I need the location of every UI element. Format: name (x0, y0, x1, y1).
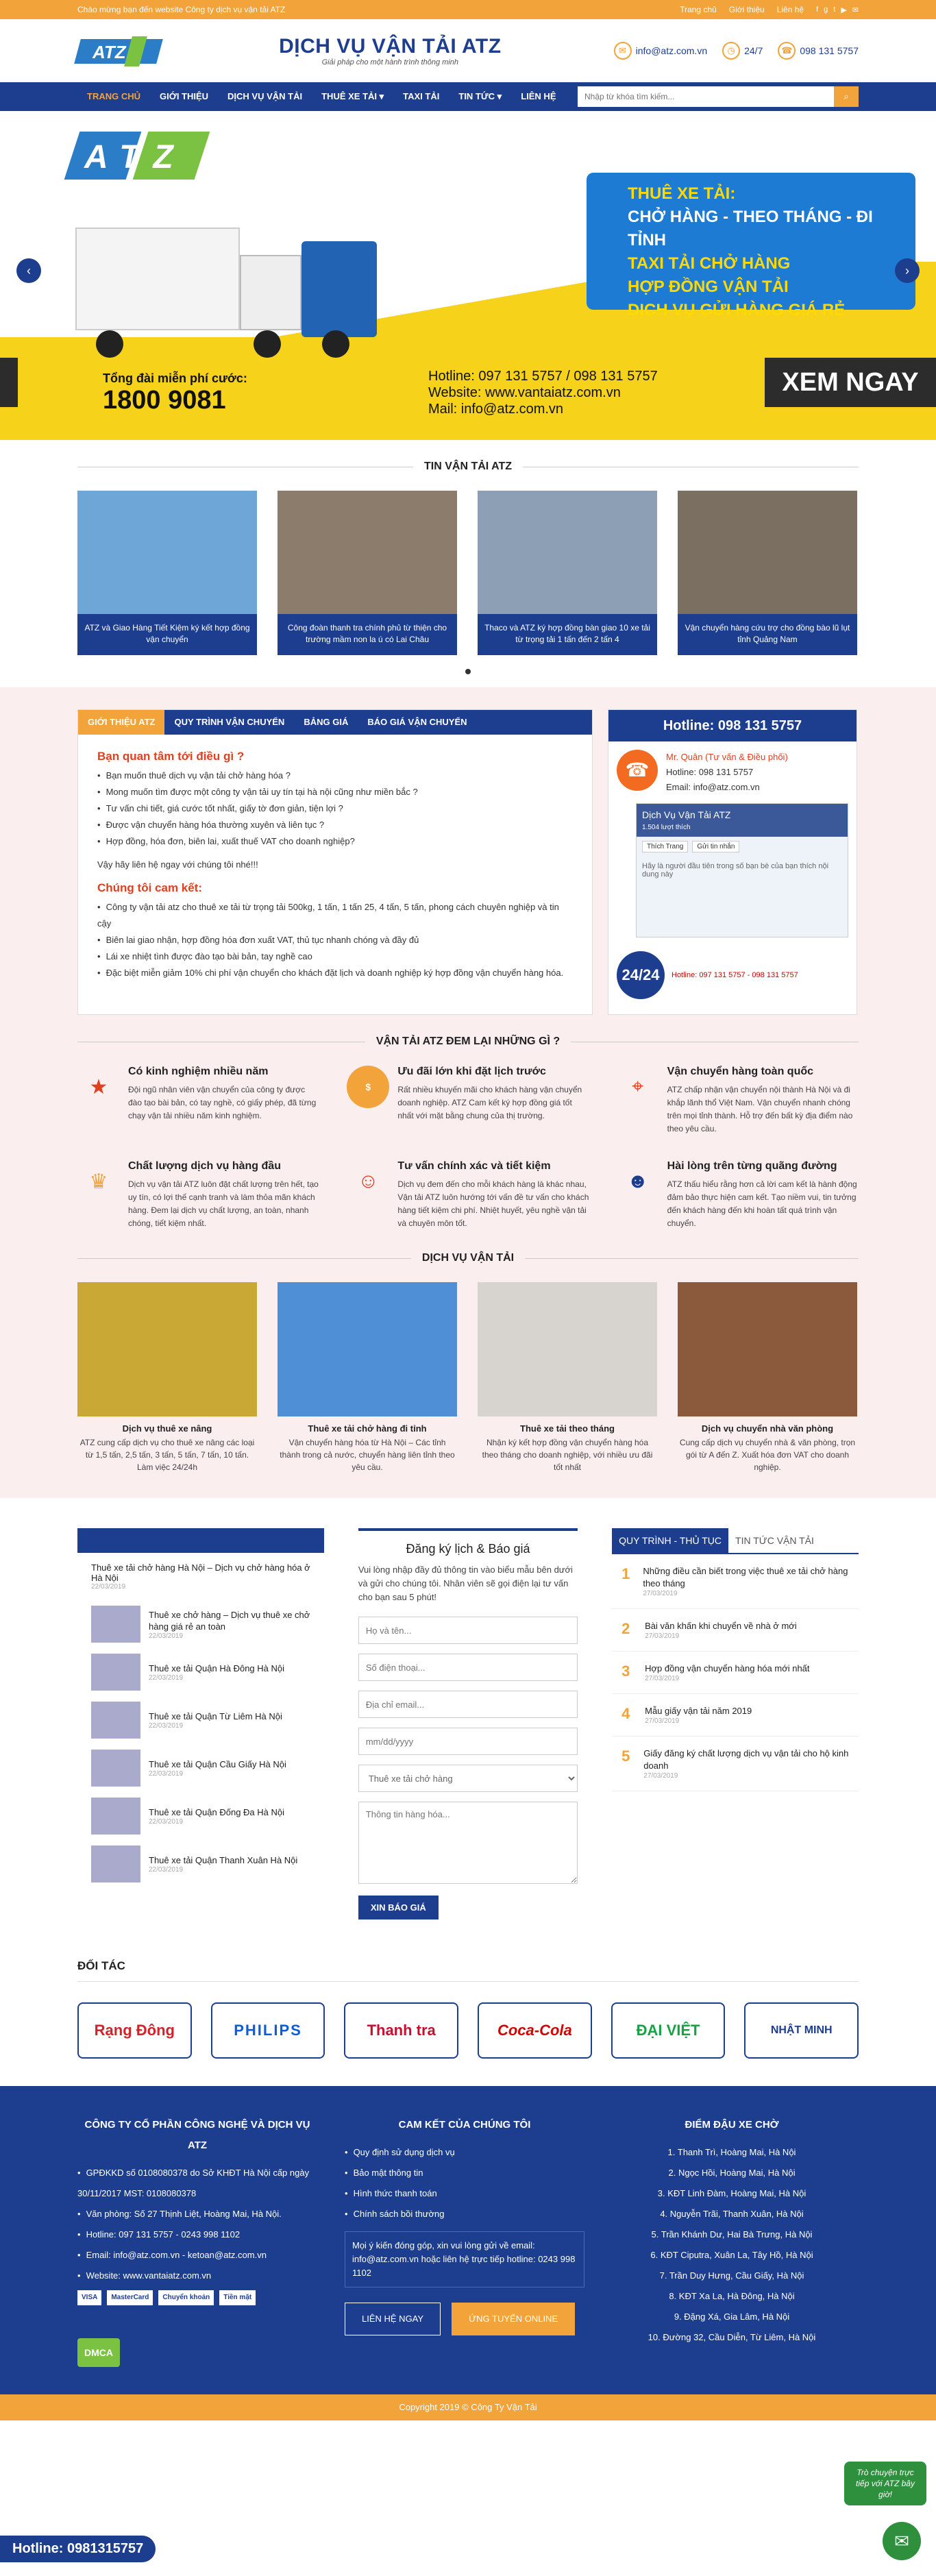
post-thumbnail (91, 1845, 140, 1882)
consultant-icon: ☺ (358, 1170, 379, 1192)
footer-link[interactable]: • Chính sách bồi thường (345, 2204, 584, 2224)
intro-box (77, 709, 593, 1015)
email-field[interactable] (358, 1691, 578, 1718)
process-item[interactable]: 1 Những điều cần biết trong việc thuê xe tải chở hàng theo tháng 27/03/2019 (612, 1554, 859, 1609)
nav-taxi-truck[interactable]: TAXI TẢI (403, 91, 440, 101)
service-image (77, 1282, 257, 1416)
chat-bubble[interactable]: Trò chuyện trực tiếp với ATZ bây giờ! (844, 2462, 926, 2505)
nav-home[interactable]: TRANG CHỦ (87, 91, 140, 101)
news-section-title: TIN VẬN TẢI ATZ (77, 461, 859, 473)
phone-icon: ☎ (617, 750, 658, 791)
form-title: Đăng ký lịch & Báo giá (358, 1528, 578, 1556)
contact-now-button[interactable]: LIÊN HỆ NGAY (345, 2303, 441, 2335)
footer-commitments: CAM KẾT CỦA CHÚNG TÔI • Quy định sử dụng dịch vụ • Bảo mật thông tin • Hình thức thanh toán • Chính sách bồi thường Mọi ý kiến đóng góp, xin vui lòng gửi về email: info@atz.com.vn hoặc liên hệ trực tiếp hotline: 0243 998 1102 LIÊN HỆ NGAY ỨNG TUYỂN ONLINE (345, 2115, 584, 2367)
services-title: DỊCH VỤ VẬN TẢI (77, 1252, 859, 1264)
chevron-down-icon: ▾ (497, 91, 502, 101)
service-image (478, 1282, 657, 1416)
feature-item: ⌖ Vận chuyển hàng toàn quốc ATZ chấp nhận vận chuyển nội thành Hà Nội và đi khắp lãnh thổ Việt Nam. Vận chuyển nhanh chóng trên mọi tỉnh thành. Hỗ trợ đến bất kỳ địa điểm nào theo yêu cầu. (617, 1066, 859, 1136)
name-field[interactable] (358, 1617, 578, 1644)
news-card[interactable]: Công đoàn thanh tra chính phủ từ thiện cho trường mầm non la ú có Lai Châu (278, 491, 457, 655)
submit-quote-button[interactable]: XIN BÁO GIÁ (358, 1896, 439, 1919)
clock-icon: ◷ (722, 42, 740, 60)
tab-about-atz[interactable]: GIỚI THIỆU ATZ (78, 710, 164, 735)
list-item: • Bạn muốn thuê dịch vụ vận tải chở hàng hóa ? (97, 768, 573, 784)
tab-process[interactable]: QUY TRÌNH VẬN CHUYỂN (174, 717, 285, 727)
post-item[interactable]: Thuê xe chở hàng – Dịch vụ thuê xe chở hàng giá rẻ an toàn 22/03/2019 (77, 1600, 324, 1648)
contact-name: Mr. Quân (Tư vấn & Điều phối) (666, 752, 788, 762)
partner-logo[interactable]: Thanh tra (344, 2002, 458, 2059)
hero-logo: ATZ (72, 132, 209, 180)
site-title: DỊCH VỤ VẬN TẢI ATZ (279, 35, 502, 58)
facebook-icon[interactable]: f (816, 5, 819, 14)
bank-transfer-icon: Chuyển khoản (158, 2290, 214, 2305)
hotline-title: Hotline: 098 131 5757 (608, 710, 857, 741)
feature-item: $ Ưu đãi lớn khi đặt lịch trước Rất nhiều khuyến mãi cho khách hàng vận chuyển doanh nghiệp. ATZ Cam kết ký hợp đồng giá tốt nhất với mặt bằng chung của thị trường. (347, 1066, 589, 1136)
tab-transport-news[interactable]: TIN TỨC VẬN TẢI (735, 1535, 814, 1546)
hero-contact-info: Hotline: 097 131 5757 / 098 131 5757 Website: www.vantaiatz.com.vn Mail: info@atz.com.vn (428, 369, 658, 417)
service-card[interactable]: Thuê xe tải chở hàng đi tỉnh Vận chuyển hàng hóa từ Hà Nội – Các tỉnh thành trong cả nước, chuyển hàng liên tỉnh theo yêu cầu. (278, 1282, 457, 1473)
search-box (578, 86, 859, 107)
header-support: ◷ 24/7 (722, 42, 763, 60)
recent-posts (77, 1528, 324, 1919)
list-item: • Công ty vận tải atz cho thuê xe tải từ trọng tải 500kg, 1 tấn, 1 tấn 25, 4 tấn, 5 tấn, phong cách chuyên nghiệp và tin cậy (97, 899, 573, 932)
nav-truck-rental[interactable]: THUÊ XE TẢI ▾ (321, 91, 384, 101)
footer-link[interactable]: • Hình thức thanh toán (345, 2183, 584, 2204)
copyright: Copyright 2019 © Công Ty Vận Tải (0, 2394, 936, 2420)
nav-transport-service[interactable]: DỊCH VỤ VẬN TẢI (227, 91, 303, 101)
form-description: Vui lòng nhập đầy đủ thông tin vào biểu mẫu bên dưới và gửi cho chúng tôi. Nhân viên sẽ gọi điện lại tư vấn cho bạn sau 5 phút! (358, 1565, 573, 1602)
site-logo[interactable]: ATZ (77, 32, 167, 69)
partner-logo[interactable]: Rạng Đông (77, 2002, 192, 2059)
partners-title: ĐỐI TÁC (77, 1959, 859, 1982)
post-item[interactable]: Thuê xe tải Quận Đống Đa Hà Nội 22/03/2019 (77, 1792, 324, 1840)
post-item[interactable]: Thuê xe tải Quận Hà Đông Hà Nội 22/03/2019 (77, 1648, 324, 1696)
email-icon[interactable]: ✉ (852, 5, 859, 14)
youtube-icon[interactable]: ▶ (841, 5, 847, 14)
list-item: • Hợp đồng, hóa đơn, biên lai, xuất thuế VAT cho doanh nghiệp? (97, 833, 573, 850)
list-item: • Đặc biệt miễn giảm 10% chi phí vận chuyển cho khách đặt lịch và doanh nghiệp ký hợp đồng vận chuyển hàng hóa. (97, 965, 573, 981)
partners-section (77, 1959, 859, 2059)
post-thumbnail (91, 1798, 140, 1835)
service-card[interactable]: Dịch vụ chuyển nhà văn phòng Cung cấp dịch vụ chuyển nhà & văn phòng, trọn gói từ A đến Z. Xuất hóa đơn VAT cho doanh nghiệp. (678, 1282, 857, 1473)
service-card[interactable]: Thuê xe tải theo tháng Nhận ký kết hợp đồng vận chuyển hàng hóa theo tháng cho doanh nghiệp, với nhiều ưu đãi tốt nhất (478, 1282, 657, 1473)
partner-logo[interactable]: PHILIPS (211, 2002, 325, 2059)
fb-message-button[interactable]: Gửi tin nhắn (692, 841, 739, 852)
phone-icon: ☎ (778, 42, 796, 60)
nav-about[interactable]: GIỚI THIỆU (160, 91, 209, 101)
list-item: • Mong muốn tìm được một công ty vận tải uy tín tại hà nội cũng như miền bắc ? (97, 784, 573, 800)
process-item[interactable]: 3 Hợp đồng vận chuyển hàng hóa mới nhất 27/03/2019 (612, 1652, 859, 1694)
post-thumbnail (91, 1750, 140, 1787)
header (0, 19, 936, 82)
footer-link[interactable]: • Bảo mật thông tin (345, 2163, 584, 2183)
date-field[interactable] (358, 1728, 578, 1755)
service-image (278, 1282, 457, 1416)
phone-field[interactable] (358, 1654, 578, 1681)
intro-section (0, 687, 936, 1498)
mail-icon: ✉ (614, 42, 632, 60)
featured-post[interactable]: Thuê xe tải chở hàng Hà Nội – Dịch vụ chở hàng hóa ở Hà Nội 22/03/2019 (91, 1562, 310, 1591)
google-plus-icon[interactable]: g (824, 5, 828, 14)
map-pin-icon: ⌖ (632, 1075, 644, 1098)
chevron-down-icon: ▾ (379, 91, 384, 101)
footer-note: Mọi ý kiến đóng góp, xin vui lòng gửi về email: info@atz.com.vn hoặc liên hệ trực tiếp hotline: 0243 998 1102 (345, 2231, 584, 2287)
news-card[interactable]: Vận chuyển hàng cứu trợ cho đồng bào lũ lụt tỉnh Quảng Nam (678, 491, 857, 655)
welcome-text: Chào mừng bạn đến website Công ty dịch vụ vận tải ATZ (77, 5, 286, 14)
search-icon: ⌕ (843, 91, 849, 101)
service-card[interactable]: Dịch vụ thuê xe nâng ATZ cung cấp dịch vụ cho thuê xe nâng các loại từ 1,5 tấn, 2,5 tấn, 3 tấn, 5 tấn, 7 tấn, 10 tấn. Làm việc 24/24h (77, 1282, 257, 1473)
list-item: • Biên lai giao nhận, hợp đồng hóa đơn xuất VAT, thủ tục nhanh chóng và đầy đủ (97, 932, 573, 948)
brand (279, 35, 502, 66)
nav-news[interactable]: TIN TỨC ▾ (458, 91, 502, 101)
trophy-icon: ♛ (89, 1170, 108, 1193)
tab-quote[interactable]: BÁO GIÁ VẬN CHUYỂN (367, 717, 467, 727)
feature-item: ★ Có kinh nghiệm nhiều năm Đội ngũ nhân viên vận chuyển của công ty được đào tạo bài bản, có tay nghề, có giấy phép, đã từng chạy vận tải nhiều năm kinh nghiệm. (77, 1066, 319, 1136)
news-image (478, 491, 657, 614)
best-price-icon: $ (347, 1066, 389, 1108)
contact-email[interactable]: Email: info@atz.com.vn (666, 782, 760, 792)
intro-heading: Bạn quan tâm tới điều gì ? (97, 750, 245, 763)
feature-item: ☻ Hài lòng trên từng quãng đường ATZ thấu hiểu rằng hơn cả lời cam kết là hành động đảm bảo thực hiện cam kết. Tạo niềm vui, tin tưởng đến khách hàng đến khi hoàn tất quá trình vận chuyển. (617, 1160, 859, 1230)
cargo-info-field[interactable] (358, 1802, 578, 1884)
header-email[interactable]: ✉ info@atz.com.vn (614, 42, 707, 60)
topbar (0, 0, 936, 19)
truck-image (75, 228, 391, 365)
hero-cta-button[interactable]: XEM NGAY (765, 358, 936, 407)
support-banner: 24/24 Hotline: 097 131 5757 - 098 131 5757 (617, 946, 848, 1005)
footer-link[interactable]: • Quy định sử dụng dịch vụ (345, 2142, 584, 2163)
top-link-about[interactable]: Giới thiệu (728, 5, 765, 14)
smile-icon: ☻ (626, 1170, 649, 1192)
footer (0, 2086, 936, 2394)
partner-logo[interactable]: NHẬT MINH (744, 2002, 859, 2059)
slider-next-icon[interactable]: › (895, 258, 920, 283)
hero-banner[interactable] (0, 111, 936, 440)
mastercard-icon: MasterCard (107, 2290, 153, 2305)
facebook-widget[interactable]: Dịch Vụ Vận Tải ATZ 1.504 lượt thích Thích Trang Gửi tin nhắn Hãy là người đầu tiên trong số bạn bè của bạn thích nội dung này (636, 803, 848, 937)
news-card[interactable]: Thaco và ATZ ký hợp đồng bàn giao 10 xe tải từ trọng tải 1 tấn đến 2 tấn 4 (478, 491, 657, 655)
top-link-home[interactable]: Trang chủ (680, 5, 717, 14)
visa-icon: VISA (77, 2290, 101, 2305)
contact-hotline[interactable]: Hotline: 098 131 5757 (666, 767, 754, 777)
medal-icon: ★ (89, 1075, 108, 1099)
apply-online-button[interactable]: ỨNG TUYỂN ONLINE (452, 2303, 575, 2335)
commit-heading: Chúng tôi cam kết: (97, 881, 203, 894)
chat-icon[interactable]: ✉ (883, 2522, 921, 2560)
slider-prev-icon[interactable]: ‹ (16, 258, 41, 283)
post-item[interactable]: Thuê xe tải Quận Thanh Xuân Hà Nội 22/03/2019 (77, 1840, 324, 1888)
twitter-icon[interactable]: t (833, 5, 836, 14)
nav-contact[interactable]: LIÊN HỆ (521, 91, 556, 101)
partner-logo[interactable]: Coca-Cola (478, 2002, 592, 2059)
carousel-dots[interactable] (77, 666, 859, 676)
footer-parking: ĐIỂM ĐẬU XE CHỜ 1. Thanh Trì, Hoàng Mai, Hà Nội 2. Ngọc Hồi, Hoàng Mai, Hà Nội 3. KĐT Linh Đàm, Hoàng Mai, Hà Nội 4. Nguyễn Trãi, Thanh Xuân, Hà Nội 5. Trần Khánh Dư, Hai Bà Trưng, Hà Nội 6. KĐT Ciputra, Xuân La, Tây Hồ, Hà Nội 7. Trần Duy Hưng, Cầu Giấy, Hà Nội 8. KĐT Xa La, Hà Đông, Hà Nội 9. Đặng Xá, Gia Lâm, Hà Nội 10. Đường 32, Cầu Diễn, Từ Liêm, Hà Nội (648, 2119, 816, 2342)
cash-icon: Tiền mặt (219, 2290, 256, 2305)
service-select[interactable] (358, 1765, 578, 1792)
dmca-badge[interactable]: DMCA (77, 2338, 120, 2367)
list-item: • Tư vấn chi tiết, giá cước tốt nhất, giấy tờ đơn giản, tiện lợi ? (97, 800, 573, 817)
header-phone[interactable]: ☎ 098 131 5757 (778, 42, 859, 60)
search-button[interactable] (834, 86, 859, 107)
post-thumbnail (91, 1654, 140, 1691)
list-item: • Lái xe nhiệt tình được đào tạo bài bản, tay nghề cao (97, 948, 573, 965)
top-link-contact[interactable]: Liên hệ (776, 5, 804, 14)
post-item[interactable]: Thuê xe tải Quận Từ Liêm Hà Nội 22/03/2019 (77, 1696, 324, 1744)
hero-services-panel: THUÊ XE TẢI: CHỞ HÀNG - THEO THÁNG - ĐI TỈNH TAXI TẢI CHỞ HÀNG HỢP ĐỒNG VẬN TẢI DỊCH VỤ GỬI HÀNG GIÁ RẺ (587, 173, 915, 310)
news-image (678, 491, 857, 614)
post-item[interactable]: Thuê xe tải Quận Cầu Giấy Hà Nội 22/03/2019 (77, 1744, 324, 1792)
site-slogan: Giải pháp cho một hành trình thông minh (321, 58, 458, 66)
fb-like-button[interactable]: Thích Trang (642, 841, 688, 852)
features-grid (77, 1066, 859, 1230)
quote-form (345, 1528, 591, 1919)
post-thumbnail (91, 1606, 140, 1643)
news-image (77, 491, 257, 614)
process-item[interactable]: 4 Mẫu giấy vận tải năm 2019 27/03/2019 (612, 1694, 859, 1737)
services-list (77, 1282, 859, 1473)
features-title: VẬN TẢI ATZ ĐEM LẠI NHỮNG GÌ ? (77, 1035, 859, 1048)
partner-logo[interactable]: ĐẠI VIỆT (611, 2002, 726, 2059)
service-image (678, 1282, 857, 1416)
process-box (612, 1528, 859, 1919)
footer-company: CÔNG TY CỔ PHẦN CÔNG NGHỆ VÀ DỊCH VỤ ATZ • GPĐKKD số 0108080378 do Sở KHĐT Hà Nội cấp ngày 30/11/2017 MST: 0108080378 • Văn phòng: Số 27 Thịnh Liệt, Hoàng Mai, Hà Nội. • Hotline: 097 131 5757 - 0243 998 1102 • Email: info@atz.com.vn - ketoan@atz.com.vn • Website: www.vantaiatz.com.vn VISA MasterCard Chuyển khoản Tiền mặt DMCA (77, 2115, 317, 2367)
payment-logos (77, 2290, 317, 2305)
news-image (278, 491, 457, 614)
hotline-box (608, 709, 857, 1015)
floating-hotline[interactable]: Hotline: 0981315757 (0, 2536, 156, 2562)
post-thumbnail (91, 1702, 140, 1739)
news-carousel (77, 491, 859, 655)
tab-price-table[interactable]: BẢNG GIÁ (304, 717, 349, 727)
list-item: • Được vận chuyển hàng hóa thường xuyên và liên tục ? (97, 817, 573, 833)
hero-hotline-free: Tổng đài miễn phí cước: 1800 9081 (103, 371, 247, 415)
news-card[interactable]: ATZ và Giao Hàng Tiết Kiệm ký kết hợp đồng vận chuyển (77, 491, 257, 655)
main-nav (0, 82, 936, 111)
feature-item: ♛ Chất lượng dịch vụ hàng đầu Dịch vụ vận tải ATZ luôn đặt chất lượng trên hết, tạo uy tín, có lợi thế cạnh tranh và làm thỏa mãn khách hàng. Đem lại dịch vụ chất lượng, an toàn, nhanh chóng, tiết kiệm nhất. (77, 1160, 319, 1230)
intro-cta-text: Vậy hãy liên hệ ngay với chúng tôi nhé!!! (97, 859, 258, 870)
search-input[interactable] (578, 86, 834, 107)
tab-procedures[interactable]: QUY TRÌNH - THỦ TỤC (612, 1528, 728, 1553)
process-item[interactable]: 5 Giấy đăng ký chất lượng dịch vụ vận tải cho hộ kinh doanh 27/03/2019 (612, 1737, 859, 1791)
feature-item: ☺ Tư vấn chính xác và tiết kiệm Dịch vụ đem đến cho mỗi khách hàng là khác nhau, Vận tải ATZ luôn hướng tới vấn đề tư vấn cho khách hàng tiết kiệm chi phí. Nhiệt huyết, yêu nghề vận tải và chuyên môn tốt. (347, 1160, 589, 1230)
process-item[interactable]: 2 Bài văn khấn khi chuyển về nhà ở mới 27/03/2019 (612, 1609, 859, 1652)
